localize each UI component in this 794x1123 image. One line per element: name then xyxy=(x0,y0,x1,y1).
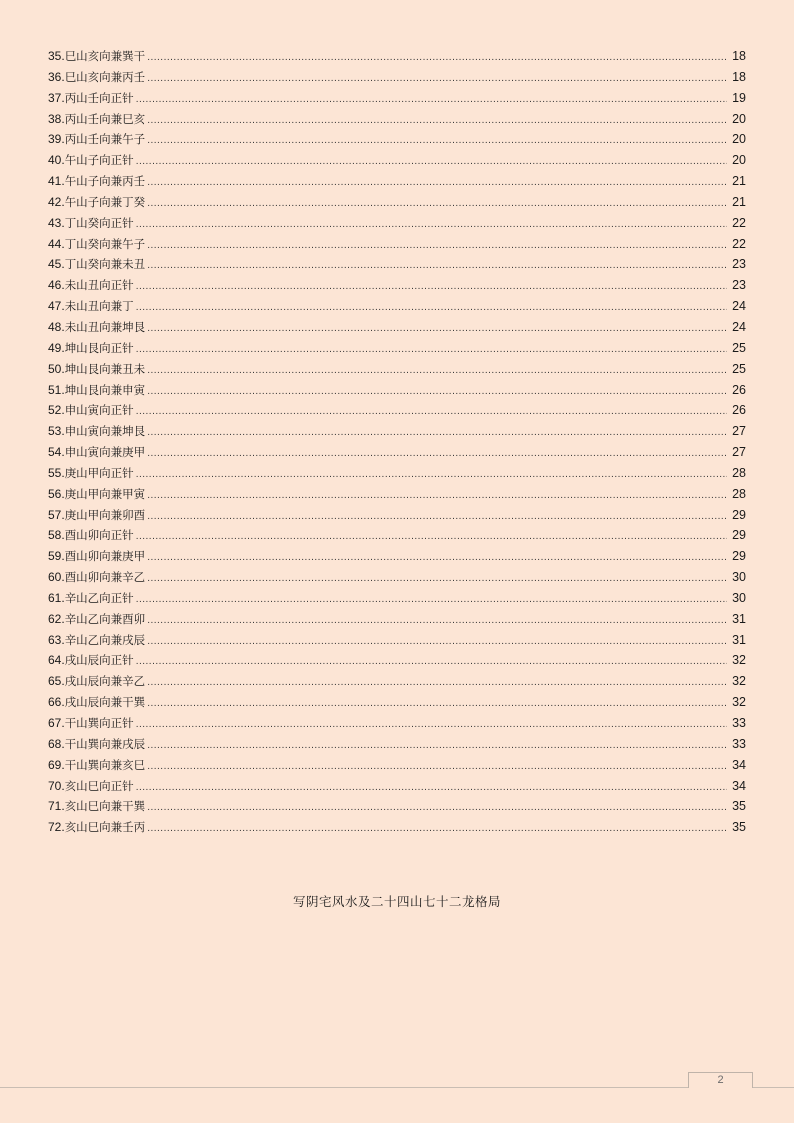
toc-title: 庚山甲向兼甲寅 xyxy=(64,486,146,501)
toc-page-number: 24 xyxy=(732,319,746,334)
toc-entry[interactable] xyxy=(48,567,746,588)
toc-title: 丁山癸向正针 xyxy=(64,215,134,230)
toc-number: 62. xyxy=(48,611,65,626)
toc-page-number: 20 xyxy=(732,132,746,147)
toc-leader-dots xyxy=(147,423,727,444)
toc-number: 61. xyxy=(48,590,65,605)
toc-title: 申山寅向兼坤艮 xyxy=(64,424,146,439)
toc-entry[interactable] xyxy=(48,442,746,463)
toc-title: 申山寅向正针 xyxy=(64,403,134,418)
toc-number: 53. xyxy=(48,424,65,439)
toc-entry[interactable] xyxy=(48,171,746,192)
toc-title: 干山巽向兼戌辰 xyxy=(64,736,146,751)
toc-title: 戌山辰向兼辛乙 xyxy=(64,674,146,689)
toc-title: 午山子向兼丁癸 xyxy=(64,194,146,209)
toc-title: 酉山卯向兼辛乙 xyxy=(64,570,146,585)
toc-leader-dots xyxy=(136,465,727,486)
toc-number: 68. xyxy=(48,736,65,751)
toc-number: 36. xyxy=(48,69,65,84)
toc-leader-dots xyxy=(147,194,727,215)
toc-title: 庚山甲向兼卯酉 xyxy=(64,507,146,522)
toc-leader-dots xyxy=(147,507,727,528)
toc-title: 丁山癸向兼未丑 xyxy=(64,257,146,272)
toc-page-number: 28 xyxy=(732,486,746,501)
toc-number: 54. xyxy=(48,445,65,460)
toc-entry[interactable] xyxy=(48,150,746,171)
toc-page-number: 25 xyxy=(732,361,746,376)
toc-number: 64. xyxy=(48,653,65,668)
toc-number: 47. xyxy=(48,299,65,314)
toc-leader-dots xyxy=(136,778,727,799)
toc-leader-dots xyxy=(147,382,727,403)
toc-entry[interactable] xyxy=(48,192,746,213)
toc-entry[interactable] xyxy=(48,650,746,671)
toc-number: 60. xyxy=(48,570,65,585)
toc-leader-dots xyxy=(136,715,727,736)
toc-title: 午山子向兼丙壬 xyxy=(64,174,146,189)
toc-page-number: 32 xyxy=(732,653,746,668)
toc-page-number: 24 xyxy=(732,299,746,314)
page-number: 2 xyxy=(717,1074,724,1086)
toc-number: 42. xyxy=(48,194,65,209)
page-number-tab xyxy=(688,1072,753,1088)
toc-page-number: 27 xyxy=(732,445,746,460)
toc-leader-dots xyxy=(147,548,727,569)
toc-entry[interactable] xyxy=(48,776,746,797)
toc-leader-dots xyxy=(136,215,727,236)
toc-leader-dots xyxy=(147,611,727,632)
toc-leader-dots xyxy=(147,48,727,69)
toc-leader-dots xyxy=(136,527,727,548)
toc-page-number: 31 xyxy=(732,611,746,626)
toc-title: 巳山亥向兼巽干 xyxy=(64,49,146,63)
toc-number: 52. xyxy=(48,403,65,418)
toc-entry[interactable] xyxy=(48,796,746,817)
toc-title: 未山丑向正针 xyxy=(64,278,134,293)
toc-title: 丁山癸向兼午子 xyxy=(64,236,146,251)
toc-page-number: 20 xyxy=(732,111,746,126)
toc-number: 72. xyxy=(48,820,65,835)
toc-page-number: 25 xyxy=(732,340,746,355)
toc-number: 67. xyxy=(48,716,65,730)
toc-page-number: 29 xyxy=(732,549,746,564)
toc-number: 57. xyxy=(48,507,65,522)
toc-number: 44. xyxy=(48,236,65,251)
toc-leader-dots xyxy=(136,590,727,611)
toc-number: 63. xyxy=(48,632,65,647)
toc-title: 丙山壬向兼午子 xyxy=(64,132,146,147)
toc-title: 干山巽向兼亥巳 xyxy=(64,757,146,772)
toc-entry[interactable] xyxy=(48,755,746,776)
toc-title: 巳山亥向兼丙壬 xyxy=(64,69,146,84)
toc-entry[interactable] xyxy=(48,296,746,317)
toc-leader-dots xyxy=(147,486,727,507)
toc-page-number: 28 xyxy=(732,465,746,480)
toc-leader-dots xyxy=(147,757,727,778)
toc-leader-dots xyxy=(147,111,727,132)
toc-leader-dots xyxy=(147,361,727,382)
toc-leader-dots xyxy=(147,694,727,715)
toc-page-number: 32 xyxy=(732,674,746,689)
toc-page-number: 18 xyxy=(732,69,746,84)
toc-entry[interactable] xyxy=(48,254,746,275)
toc-page-number: 26 xyxy=(732,382,746,397)
toc-title: 辛山乙向正针 xyxy=(64,590,134,605)
toc-page-number: 30 xyxy=(732,590,746,605)
toc-title: 亥山巳向正针 xyxy=(64,778,134,793)
toc-number: 46. xyxy=(48,278,65,293)
toc-number: 39. xyxy=(48,132,65,147)
toc-number: 58. xyxy=(48,528,65,543)
toc-number: 56. xyxy=(48,486,65,501)
toc-title: 亥山巳向兼壬丙 xyxy=(64,820,146,835)
toc-leader-dots xyxy=(147,736,727,757)
toc-entry[interactable] xyxy=(48,505,746,526)
toc-page-number: 29 xyxy=(732,528,746,543)
toc-leader-dots xyxy=(136,298,727,319)
toc-entry[interactable] xyxy=(48,692,746,713)
toc-page-number: 30 xyxy=(732,570,746,585)
toc-page-number: 33 xyxy=(732,716,746,730)
toc-title: 午山子向正针 xyxy=(64,153,134,168)
toc-entry[interactable] xyxy=(48,46,746,67)
toc-entry[interactable] xyxy=(48,359,746,380)
toc-leader-dots xyxy=(147,632,727,653)
toc-number: 71. xyxy=(48,799,65,814)
toc-title: 坤山艮向兼丑未 xyxy=(64,361,146,376)
toc-entry[interactable] xyxy=(48,484,746,505)
toc-number: 70. xyxy=(48,778,65,793)
toc-entry[interactable] xyxy=(48,734,746,755)
toc-title: 辛山乙向兼戌辰 xyxy=(64,632,146,647)
toc-number: 35. xyxy=(48,49,65,63)
toc-entry[interactable] xyxy=(48,109,746,130)
toc-entry[interactable] xyxy=(48,817,746,838)
toc-page-number: 22 xyxy=(732,236,746,251)
toc-title: 丙山壬向兼巳亥 xyxy=(64,111,146,126)
toc-number: 65. xyxy=(48,674,65,689)
toc-entry[interactable] xyxy=(48,67,746,88)
toc-leader-dots xyxy=(147,256,727,277)
toc-number: 40. xyxy=(48,153,65,168)
toc-entry[interactable] xyxy=(48,380,746,401)
toc-number: 51. xyxy=(48,382,65,397)
toc-title: 坤山艮向正针 xyxy=(64,340,134,355)
toc-page-number: 34 xyxy=(732,757,746,772)
toc-leader-dots xyxy=(147,569,727,590)
document-footer-title: 写阴宅风水及二十四山七十二龙格局 xyxy=(292,894,501,909)
toc-leader-dots xyxy=(147,819,727,840)
toc-entry[interactable] xyxy=(48,338,746,359)
toc-entry[interactable] xyxy=(48,129,746,150)
toc-title: 酉山卯向正针 xyxy=(64,528,134,543)
toc-number: 37. xyxy=(48,90,65,105)
toc-entry[interactable] xyxy=(48,421,746,442)
toc-page-number: 26 xyxy=(732,403,746,418)
toc-page-number: 19 xyxy=(732,90,746,105)
toc-page-number: 35 xyxy=(732,799,746,814)
toc-number: 41. xyxy=(48,174,65,189)
toc-entry[interactable] xyxy=(48,713,746,734)
toc-entry[interactable] xyxy=(48,213,746,234)
toc-leader-dots xyxy=(147,673,727,694)
toc-title: 申山寅向兼庚甲 xyxy=(64,445,146,460)
toc-entry[interactable] xyxy=(48,525,746,546)
toc-leader-dots xyxy=(147,173,727,194)
toc-leader-dots xyxy=(147,131,727,152)
toc-number: 59. xyxy=(48,549,65,564)
toc-number: 43. xyxy=(48,215,65,230)
toc-entry[interactable] xyxy=(48,317,746,338)
toc-title: 戌山辰向兼干巽 xyxy=(64,695,146,710)
toc-leader-dots xyxy=(147,319,727,340)
toc-entry[interactable] xyxy=(48,463,746,484)
toc-leader-dots xyxy=(147,444,727,465)
toc-page-number: 22 xyxy=(732,215,746,230)
toc-title: 辛山乙向兼酉卯 xyxy=(64,611,146,626)
toc-page-number: 29 xyxy=(732,507,746,522)
toc-title: 戌山辰向正针 xyxy=(64,653,134,668)
toc-number: 66. xyxy=(48,695,65,710)
toc-page-number: 23 xyxy=(732,278,746,293)
toc-page-number: 21 xyxy=(732,174,746,189)
toc-entry[interactable] xyxy=(48,671,746,692)
toc-title: 庚山甲向正针 xyxy=(64,465,134,480)
table-of-contents xyxy=(48,46,746,838)
toc-leader-dots xyxy=(136,652,727,673)
toc-leader-dots xyxy=(136,277,727,298)
toc-number: 49. xyxy=(48,340,65,355)
toc-entry[interactable] xyxy=(48,630,746,651)
toc-entry[interactable] xyxy=(48,275,746,296)
toc-entry[interactable] xyxy=(48,546,746,567)
toc-number: 45. xyxy=(48,257,65,272)
toc-leader-dots xyxy=(147,236,727,257)
toc-entry[interactable] xyxy=(48,88,746,109)
toc-title: 未山丑向兼坤艮 xyxy=(64,319,146,334)
toc-page-number: 34 xyxy=(732,778,746,793)
toc-number: 50. xyxy=(48,361,65,376)
toc-page-number: 31 xyxy=(732,632,746,647)
toc-leader-dots xyxy=(147,798,727,819)
toc-number: 48. xyxy=(48,319,65,334)
toc-page-number: 23 xyxy=(732,257,746,272)
footer-divider xyxy=(0,1087,794,1088)
toc-number: 38. xyxy=(48,111,65,126)
toc-title: 坤山艮向兼申寅 xyxy=(64,382,146,397)
toc-leader-dots xyxy=(136,340,727,361)
toc-entry[interactable] xyxy=(48,234,746,255)
toc-leader-dots xyxy=(136,402,727,423)
toc-page-number: 20 xyxy=(732,153,746,168)
toc-entry[interactable] xyxy=(48,609,746,630)
toc-page-number: 35 xyxy=(732,820,746,835)
toc-entry[interactable] xyxy=(48,400,746,421)
toc-page-number: 18 xyxy=(732,49,746,63)
toc-title: 亥山巳向兼干巽 xyxy=(64,799,146,814)
toc-number: 55. xyxy=(48,465,65,480)
toc-leader-dots xyxy=(136,90,727,111)
toc-title: 丙山壬向正针 xyxy=(64,90,134,105)
toc-title: 未山丑向兼丁 xyxy=(64,299,134,314)
toc-title: 酉山卯向兼庚甲 xyxy=(64,549,146,564)
toc-entry[interactable] xyxy=(48,588,746,609)
toc-leader-dots xyxy=(147,69,727,90)
toc-number: 69. xyxy=(48,757,65,772)
toc-title: 干山巽向正针 xyxy=(64,716,134,730)
toc-page-number: 33 xyxy=(732,736,746,751)
toc-page-number: 32 xyxy=(732,695,746,710)
toc-leader-dots xyxy=(136,152,727,173)
toc-page-number: 21 xyxy=(732,194,746,209)
toc-page-number: 27 xyxy=(732,424,746,439)
